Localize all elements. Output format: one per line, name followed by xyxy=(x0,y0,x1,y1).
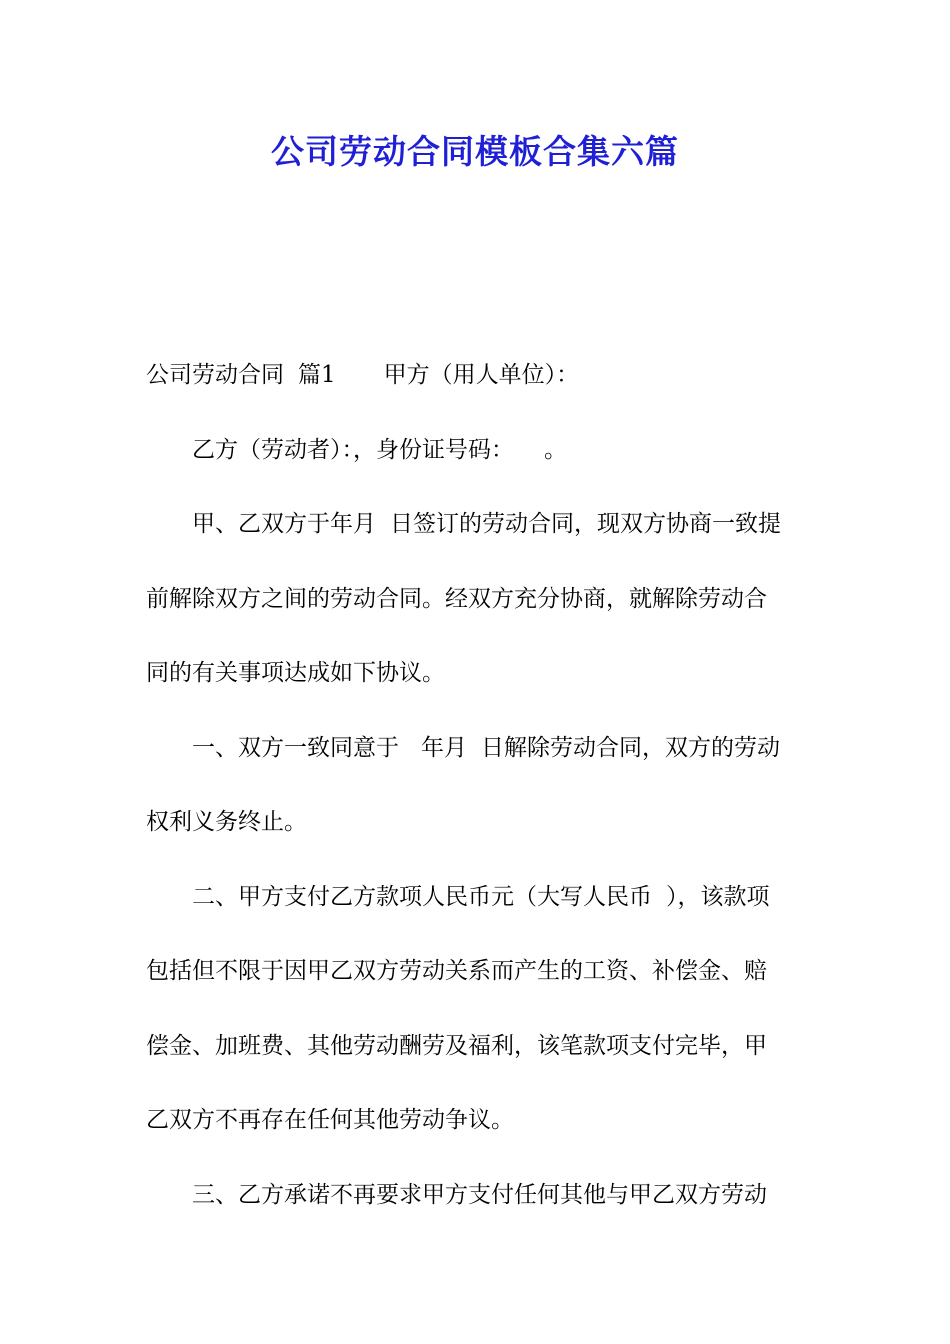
paragraph-line xyxy=(146,934,808,1009)
text-segment: 偿金、加班费、其他劳动酬劳及福利，该笔款项支付完毕，甲 xyxy=(146,1032,767,1059)
text-segment: ），该款项 xyxy=(666,883,770,910)
paragraph-line xyxy=(146,785,808,860)
paragraph-line xyxy=(146,1158,808,1233)
text-segment: 年月 xyxy=(421,734,467,761)
heading-line xyxy=(146,338,808,413)
document-title: 公司劳动合同模板合集六篇 xyxy=(271,132,679,171)
text-segment: 一、双方一致同意于 xyxy=(192,734,399,761)
paragraph-line xyxy=(146,860,808,935)
party-b-line xyxy=(146,413,808,488)
text-segment: 甲、乙双方于年月 xyxy=(192,511,376,537)
paragraph-line xyxy=(146,711,808,786)
paragraph-line xyxy=(146,1009,808,1084)
paragraph-line xyxy=(146,487,808,562)
paragraph-line xyxy=(146,636,808,711)
text-segment: 包括但不限于因甲乙双方劳动关系而产生的工资、补偿金、赔 xyxy=(146,958,767,984)
text-segment: 日解除劳动合同，双方的劳动 xyxy=(481,734,780,761)
text-segment: 前解除双方之间的劳动合同。经双方充分协商，就解除劳动合 xyxy=(146,585,767,612)
text-segment: 权利义务终止。 xyxy=(146,809,307,835)
heading-title: 公司劳动合同 xyxy=(146,362,284,388)
party-a-label: 甲方（用人单位）： xyxy=(383,362,580,388)
paragraph-line xyxy=(146,562,808,637)
text-segment: 三、乙方承诺不再要求甲方支付任何其他与甲乙双方劳动 xyxy=(192,1181,767,1208)
text-segment: 二、甲方支付乙方款项人民币元（大写人民币 xyxy=(192,883,652,910)
paragraph-line xyxy=(146,1083,808,1158)
text-segment: 同的有关事项达成如下协议。 xyxy=(146,660,445,686)
party-b-label: 乙方（劳动者）：，身份证号码： xyxy=(192,436,514,463)
heading-part: 篇1 xyxy=(298,362,336,388)
text-segment: 日签订的劳动合同，现双方协商一致提 xyxy=(390,511,781,537)
text-segment: 乙双方不再存在任何其他劳动争议。 xyxy=(146,1107,514,1133)
document-body xyxy=(146,338,808,1232)
party-b-end: 。 xyxy=(544,436,567,463)
